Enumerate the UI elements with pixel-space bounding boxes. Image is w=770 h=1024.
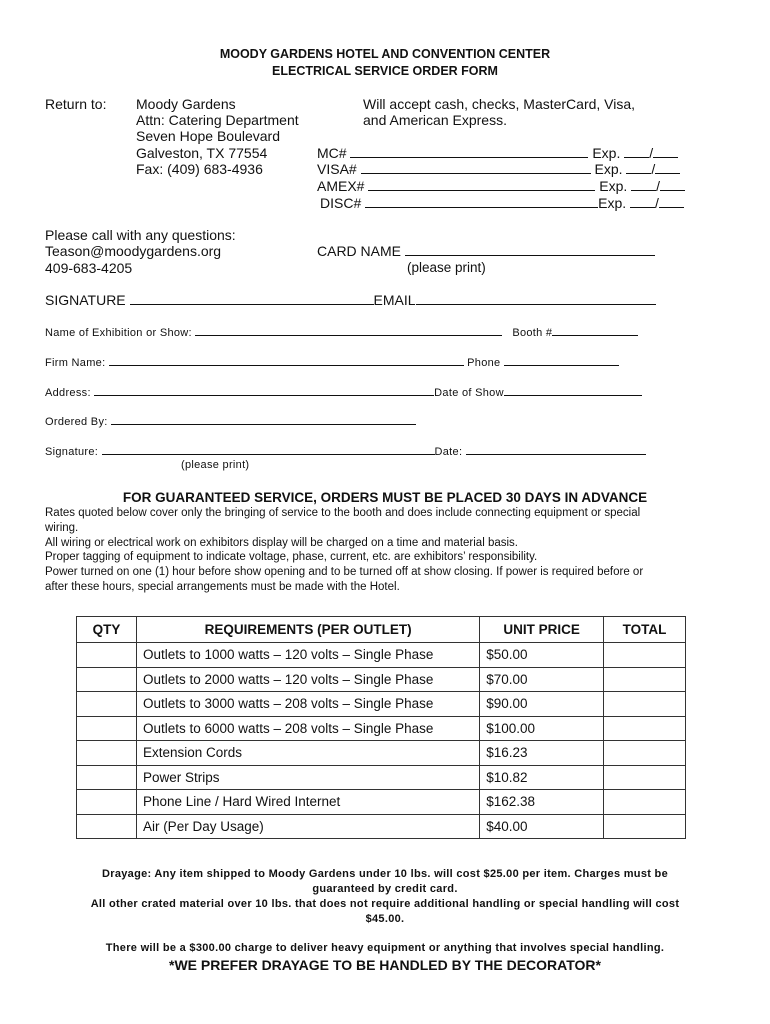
exp-label: Exp.	[599, 178, 628, 194]
date-of-show-label: Date of Show	[434, 387, 504, 399]
drayage-note: Drayage: Any item shipped to Moody Gardens under 10 lbs. will cost $25.00 per item. Charges must be	[102, 868, 668, 880]
total-cell[interactable]	[604, 790, 686, 815]
card-number-field[interactable]	[365, 195, 598, 208]
card-row-mc: MC# Exp. /	[317, 145, 678, 161]
exp-year-field[interactable]	[660, 178, 685, 191]
ordered-by-row	[45, 414, 416, 428]
table-row	[77, 667, 686, 692]
notice-text: wiring.	[45, 522, 79, 534]
exp-label: Exp.	[594, 161, 623, 177]
exp-year-field[interactable]	[655, 161, 680, 174]
exp-month-field[interactable]	[626, 161, 651, 174]
total-cell[interactable]	[604, 765, 686, 790]
qty-cell[interactable]	[77, 765, 137, 790]
drayage-note: All other crated material over 10 lbs. that does not require additional handling or special handling will cost	[90, 898, 680, 910]
heavy-equipment-note: There will be a $300.00 charge to deliver heavy equipment or anything that involves special handling.	[105, 942, 665, 954]
total-cell[interactable]	[604, 716, 686, 741]
signature-label: Signature:	[45, 446, 99, 458]
payment-accept-line: Will accept cash, checks, MasterCard, Visa,	[363, 96, 636, 112]
address-line: Moody Gardens	[136, 96, 236, 112]
please-print-hint: (please print)	[181, 459, 250, 471]
card-label: MC#	[317, 145, 347, 161]
unit-price-cell: $40.00	[480, 814, 604, 839]
card-row-disc: DISC# Exp. /	[320, 195, 684, 211]
firm-row	[45, 355, 619, 369]
card-label: DISC#	[320, 195, 362, 211]
notice-text: after these hours, special arrangements must be made with the Hotel.	[45, 581, 400, 593]
notice-text: All wiring or electrical work on exhibitors display will be charged on a time and material basis.	[45, 537, 518, 549]
requirement-cell: Power Strips	[136, 765, 479, 790]
firm-label: Firm Name:	[45, 357, 106, 369]
contact-prompt: Please call with any questions:	[45, 227, 236, 243]
notice-text: Rates quoted below cover only the bringing of service to the booth and does include connecting equipment or special	[45, 507, 641, 519]
table-row	[77, 716, 686, 741]
signature-email-row	[45, 292, 656, 308]
exp-year-field[interactable]	[653, 145, 678, 158]
column-header-requirements: REQUIREMENTS (PER OUTLET)	[136, 617, 479, 643]
exp-month-field[interactable]	[624, 145, 649, 158]
card-number-field[interactable]	[350, 145, 588, 158]
table-row	[77, 765, 686, 790]
contact-email: Teason@moodygardens.org	[45, 243, 222, 259]
requirement-cell: Outlets to 2000 watts – 120 volts – Single Phase	[136, 667, 479, 692]
exhibition-label: Name of Exhibition or Show:	[45, 327, 192, 339]
drayage-note: $45.00.	[365, 913, 405, 925]
qty-cell[interactable]	[77, 814, 137, 839]
signature-label: SIGNATURE	[45, 292, 126, 308]
qty-cell[interactable]	[77, 741, 137, 766]
form-title: MOODY GARDENS HOTEL AND CONVENTION CENTER	[219, 47, 551, 61]
guarantee-heading: FOR GUARANTEED SERVICE, ORDERS MUST BE PLACED 30 DAYS IN ADVANCE	[122, 490, 648, 505]
unit-price-cell: $162.38	[480, 790, 604, 815]
return-to-label: Return to:	[45, 96, 107, 112]
requirement-cell: Outlets to 6000 watts – 208 volts – Single Phase	[136, 716, 479, 741]
unit-price-cell: $100.00	[480, 716, 604, 741]
signature-field[interactable]	[130, 292, 374, 305]
unit-price-cell: $90.00	[480, 692, 604, 717]
table-row	[77, 692, 686, 717]
card-number-field[interactable]	[361, 161, 591, 174]
requirement-cell: Extension Cords	[136, 741, 479, 766]
table-header-row	[77, 617, 686, 643]
total-cell[interactable]	[604, 667, 686, 692]
unit-price-cell: $16.23	[480, 741, 604, 766]
signature-field[interactable]	[102, 444, 435, 455]
card-name-hint: (please print)	[407, 260, 486, 275]
exp-label: Exp.	[598, 195, 627, 211]
address-line: Attn: Catering Department	[136, 112, 299, 128]
exhibition-field[interactable]	[195, 325, 502, 336]
form-subtitle: ELECTRICAL SERVICE ORDER FORM	[272, 64, 498, 78]
total-cell[interactable]	[604, 692, 686, 717]
address-line: Seven Hope Boulevard	[136, 128, 280, 144]
exp-month-field[interactable]	[630, 195, 655, 208]
unit-price-cell: $10.82	[480, 765, 604, 790]
card-name-label: CARD NAME	[317, 243, 402, 259]
address-line: Fax: (409) 683-4936	[136, 161, 263, 177]
qty-cell[interactable]	[77, 716, 137, 741]
exhibition-row	[45, 325, 638, 339]
table-row	[77, 814, 686, 839]
total-cell[interactable]	[604, 814, 686, 839]
date-field[interactable]	[466, 444, 646, 455]
address-row	[45, 385, 642, 399]
column-header-qty: QTY	[77, 617, 137, 643]
contact-phone: 409-683-4205	[45, 260, 133, 276]
date-of-show-field[interactable]	[504, 385, 642, 396]
requirement-cell: Air (Per Day Usage)	[136, 814, 479, 839]
card-row-amex: AMEX# Exp. /	[317, 178, 685, 194]
exp-year-field[interactable]	[659, 195, 684, 208]
qty-cell[interactable]	[77, 643, 137, 668]
address-line: Galveston, TX 77554	[136, 145, 268, 161]
unit-price-cell: $50.00	[480, 643, 604, 668]
exp-month-field[interactable]	[631, 178, 656, 191]
card-number-field[interactable]	[368, 178, 595, 191]
booth-label: Booth #	[512, 327, 553, 339]
table-row	[77, 790, 686, 815]
address-field[interactable]	[94, 385, 434, 396]
requirement-cell: Phone Line / Hard Wired Internet	[136, 790, 479, 815]
total-cell[interactable]	[604, 643, 686, 668]
column-header-unit-price: UNIT PRICE	[480, 617, 604, 643]
card-row-visa: VISA# Exp. /	[317, 161, 680, 177]
phone-field[interactable]	[504, 355, 619, 366]
firm-field[interactable]	[109, 355, 464, 366]
card-label: AMEX#	[317, 178, 365, 194]
qty-cell[interactable]	[77, 692, 137, 717]
drayage-note: guaranteed by credit card.	[312, 883, 458, 895]
exp-label: Exp.	[592, 145, 621, 161]
ordered-by-label: Ordered By:	[45, 416, 108, 428]
notice-text: Proper tagging of equipment to indicate voltage, phase, current, etc. are exhibitors’ responsibility.	[45, 551, 538, 563]
signature-date-row	[45, 444, 646, 458]
notice-text: Power turned on one (1) hour before show opening and to be turned off at show closing. If power is required before or	[45, 566, 644, 578]
column-header-total: TOTAL	[604, 617, 686, 643]
qty-cell[interactable]	[77, 667, 137, 692]
card-label: VISA#	[317, 161, 357, 177]
table-row	[77, 741, 686, 766]
ordered-by-field[interactable]	[111, 414, 416, 425]
email-label: EMAIL	[373, 292, 416, 308]
requirement-cell: Outlets to 3000 watts – 208 volts – Single Phase	[136, 692, 479, 717]
card-name-row	[317, 243, 655, 259]
address-label: Address:	[45, 387, 91, 399]
payment-accept-line: and American Express.	[363, 112, 507, 128]
card-name-field[interactable]	[405, 243, 655, 256]
unit-price-cell: $70.00	[480, 667, 604, 692]
email-field[interactable]	[416, 292, 656, 305]
qty-cell[interactable]	[77, 790, 137, 815]
booth-field[interactable]	[552, 325, 638, 336]
table-row	[77, 643, 686, 668]
phone-label: Phone	[467, 357, 501, 369]
requirements-table	[76, 616, 686, 839]
total-cell[interactable]	[604, 741, 686, 766]
date-label: Date:	[434, 446, 463, 458]
drayage-preference-note: *WE PREFER DRAYAGE TO BE HANDLED BY THE DECORATOR*	[169, 957, 601, 973]
requirement-cell: Outlets to 1000 watts – 120 volts – Single Phase	[136, 643, 479, 668]
